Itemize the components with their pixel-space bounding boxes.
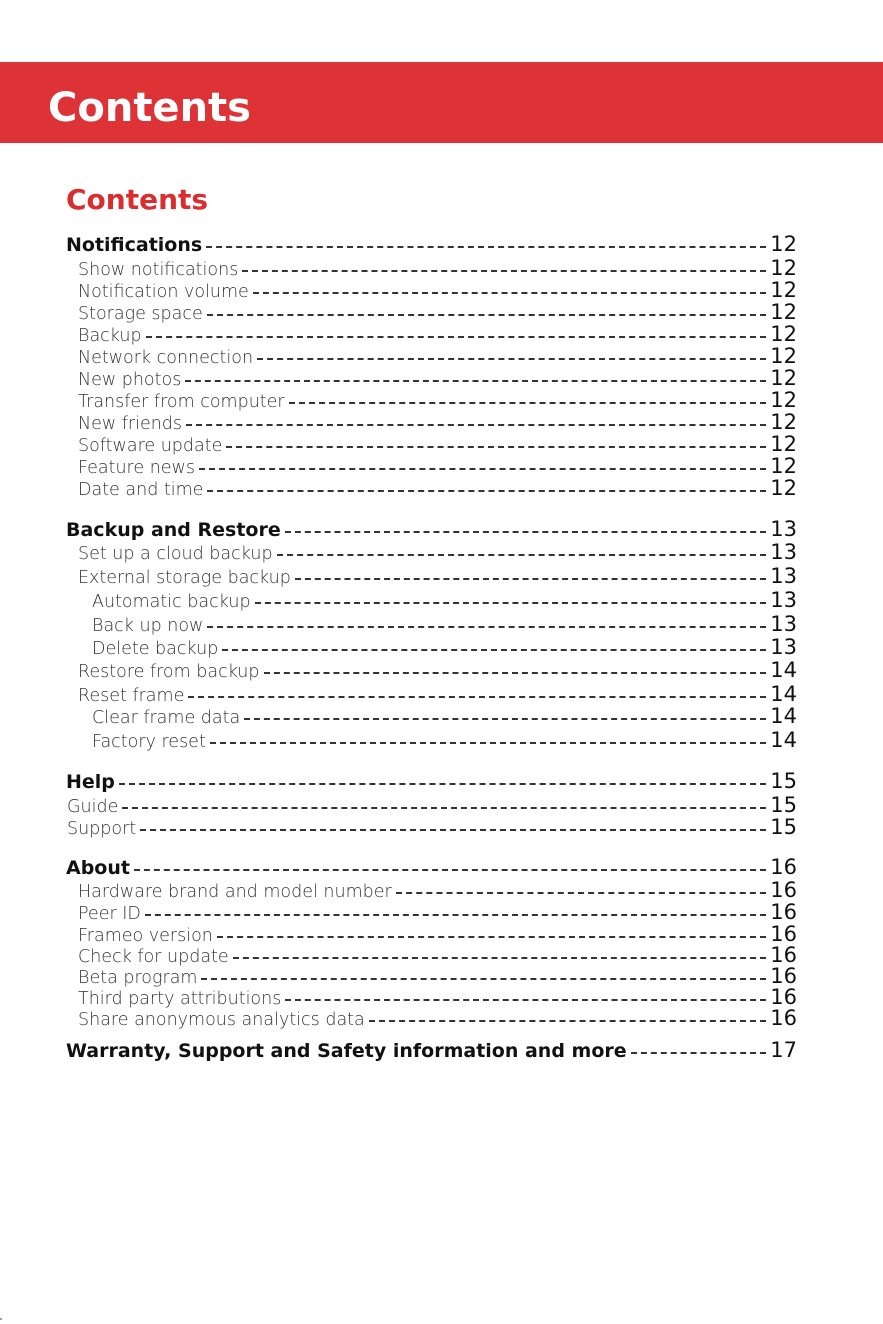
dotted-leader [186, 424, 766, 426]
toc-entry[interactable] [92, 704, 797, 728]
toc-entry[interactable] [78, 540, 797, 564]
dotted-leader [396, 892, 767, 894]
toc-entry-page: 15 [770, 793, 797, 817]
toc-entry-page: 16 [770, 985, 797, 1009]
dotted-leader [119, 783, 766, 785]
toc-entry[interactable] [92, 635, 797, 659]
corner-mark [0, 1318, 2, 1320]
toc-entry[interactable] [78, 878, 797, 902]
toc-entry-label: Automatic backup [92, 592, 251, 612]
toc-entry-label: Show notifications [78, 260, 239, 280]
toc-entry-page: 13 [770, 588, 797, 612]
toc-entry-page: 12 [770, 322, 797, 346]
dotted-leader [222, 649, 766, 651]
toc-entry-page: 16 [770, 922, 797, 946]
toc-entry-label: Network connection [78, 348, 254, 368]
toc-entry-label: Transfer from computer [78, 392, 285, 412]
toc-entry-page: 13 [770, 612, 797, 636]
banner-title: Contents [48, 85, 251, 131]
toc-section-entry[interactable] [66, 1038, 797, 1062]
dotted-leader [122, 807, 766, 809]
toc-entry-label: Notifications [66, 234, 203, 256]
toc-entry-label: Factory reset [92, 732, 206, 752]
toc-entry-label: Share anonymous analytics data [78, 1010, 365, 1030]
toc-entry-page: 13 [770, 564, 797, 588]
toc-section-entry[interactable] [66, 517, 797, 541]
toc-entry[interactable] [92, 588, 797, 612]
toc-entry[interactable] [78, 388, 797, 412]
dotted-leader [257, 358, 766, 360]
toc-entry-label: Reset frame [78, 686, 185, 706]
toc-entry-label: Date and time [78, 480, 204, 500]
toc-entry-page: 16 [770, 878, 797, 902]
toc-entry[interactable] [78, 432, 797, 456]
dotted-leader [255, 602, 767, 604]
dotted-leader [146, 336, 767, 338]
toc-entry[interactable] [78, 476, 797, 500]
toc-entry-page: 16 [770, 855, 797, 879]
toc-entry-page: 12 [770, 344, 797, 368]
toc-entry-page: 14 [770, 704, 797, 728]
dotted-leader [145, 914, 766, 916]
dotted-leader [217, 936, 766, 938]
toc-entry[interactable] [78, 278, 797, 302]
toc-entry-page: 17 [770, 1038, 797, 1062]
toc-entry[interactable] [78, 1006, 797, 1030]
toc-entry[interactable] [78, 454, 797, 478]
toc-entry-page: 16 [770, 943, 797, 967]
dotted-leader [188, 696, 766, 698]
toc-entry-label: New photos [78, 370, 182, 390]
toc-entry-label: Frameo version [78, 926, 213, 946]
toc-entry-page: 16 [770, 1006, 797, 1030]
toc-entry[interactable] [67, 815, 797, 839]
dotted-leader [207, 314, 767, 316]
toc-entry-label: Third party attributions [78, 989, 282, 1009]
dotted-leader [264, 672, 767, 674]
toc-entry-page: 13 [770, 635, 797, 659]
dotted-leader [201, 978, 766, 980]
toc-entry-page: 14 [770, 728, 797, 752]
dotted-leader [242, 270, 766, 272]
toc-entry[interactable] [78, 658, 797, 682]
toc-entry-label: Set up a cloud backup [78, 544, 273, 564]
dotted-leader [206, 246, 766, 248]
dotted-leader [295, 578, 766, 580]
toc-entry-page: 12 [770, 410, 797, 434]
toc-entry[interactable] [78, 564, 797, 588]
toc-entry-page: 12 [770, 256, 797, 280]
toc-entry[interactable] [78, 322, 797, 346]
dotted-leader [285, 531, 767, 533]
toc-entry[interactable] [92, 728, 797, 752]
toc-entry-label: Clear frame data [92, 708, 241, 728]
toc-entry-page: 12 [770, 366, 797, 390]
toc-entry-page: 16 [770, 964, 797, 988]
toc-entry-label: External storage backup [78, 568, 291, 588]
toc-entry[interactable] [78, 366, 797, 390]
toc-entry-page: 12 [770, 232, 797, 256]
toc-section-entry[interactable] [66, 769, 797, 793]
dotted-leader [233, 957, 767, 959]
dotted-leader [285, 999, 766, 1001]
dotted-leader [277, 554, 767, 556]
toc-entry-label: Help [66, 771, 115, 793]
toc-entry-label: Peer ID [78, 904, 141, 924]
toc-entry-label: Software update [78, 436, 223, 456]
dotted-leader [207, 626, 766, 628]
toc-entry-page: 13 [770, 517, 797, 541]
toc-entry-label: Beta program [78, 968, 198, 988]
dotted-leader [207, 490, 766, 492]
toc-entry-label: Guide [67, 797, 119, 817]
toc-section-entry[interactable] [66, 855, 797, 879]
toc-entry[interactable] [78, 900, 797, 924]
dotted-leader [140, 829, 766, 831]
dotted-leader [199, 468, 766, 470]
toc-entry-page: 14 [770, 658, 797, 682]
toc-entry-page: 12 [770, 300, 797, 324]
dotted-leader [369, 1020, 767, 1022]
toc-entry-page: 15 [770, 769, 797, 793]
dotted-leader [631, 1052, 767, 1054]
toc-entry-page: 12 [770, 476, 797, 500]
toc-entry[interactable] [78, 682, 797, 706]
toc-entry-label: Check for update [78, 947, 229, 967]
toc-entry-page: 13 [770, 540, 797, 564]
toc-entry[interactable] [78, 344, 797, 368]
toc-entry-label: Backup [78, 326, 142, 346]
toc-entry[interactable] [67, 793, 797, 817]
toc-entry[interactable] [78, 410, 797, 434]
toc-entry-label: About [66, 857, 130, 879]
toc-entry-label: Delete backup [92, 639, 219, 659]
toc-entry-page: 12 [770, 454, 797, 478]
toc-entry-page: 16 [770, 900, 797, 924]
toc-entry-label: Warranty, Support and Safety information and more [66, 1040, 627, 1062]
dotted-leader [134, 869, 766, 871]
dotted-leader [253, 292, 766, 294]
toc-entry-label: Support [67, 819, 137, 839]
toc-entry-page: 12 [770, 432, 797, 456]
toc-entry-label: Storage space [78, 304, 203, 324]
toc-heading: Contents [66, 183, 209, 216]
dotted-leader [210, 742, 766, 744]
dotted-leader [289, 402, 767, 404]
toc-entry[interactable] [78, 300, 797, 324]
toc-entry-label: Back up now [92, 616, 204, 636]
toc-entry-page: 12 [770, 278, 797, 302]
toc-entry[interactable] [78, 256, 797, 280]
toc-entry-label: Hardware brand and model number [78, 882, 392, 902]
toc-entry-label: Feature news [78, 458, 195, 478]
toc-entry-label: Restore from backup [78, 662, 260, 682]
toc-entry-page: 15 [770, 815, 797, 839]
dotted-leader [244, 718, 766, 720]
toc-entry-label: Notification volume [78, 282, 249, 302]
toc-section-entry[interactable] [66, 232, 797, 256]
toc-entry-label: Backup and Restore [66, 519, 281, 541]
toc-entry-page: 12 [770, 388, 797, 412]
dotted-leader [185, 380, 766, 382]
toc-entry-label: New friends [78, 414, 183, 434]
dotted-leader [226, 446, 766, 448]
toc-entry-page: 14 [770, 682, 797, 706]
toc-entry[interactable] [92, 612, 797, 636]
